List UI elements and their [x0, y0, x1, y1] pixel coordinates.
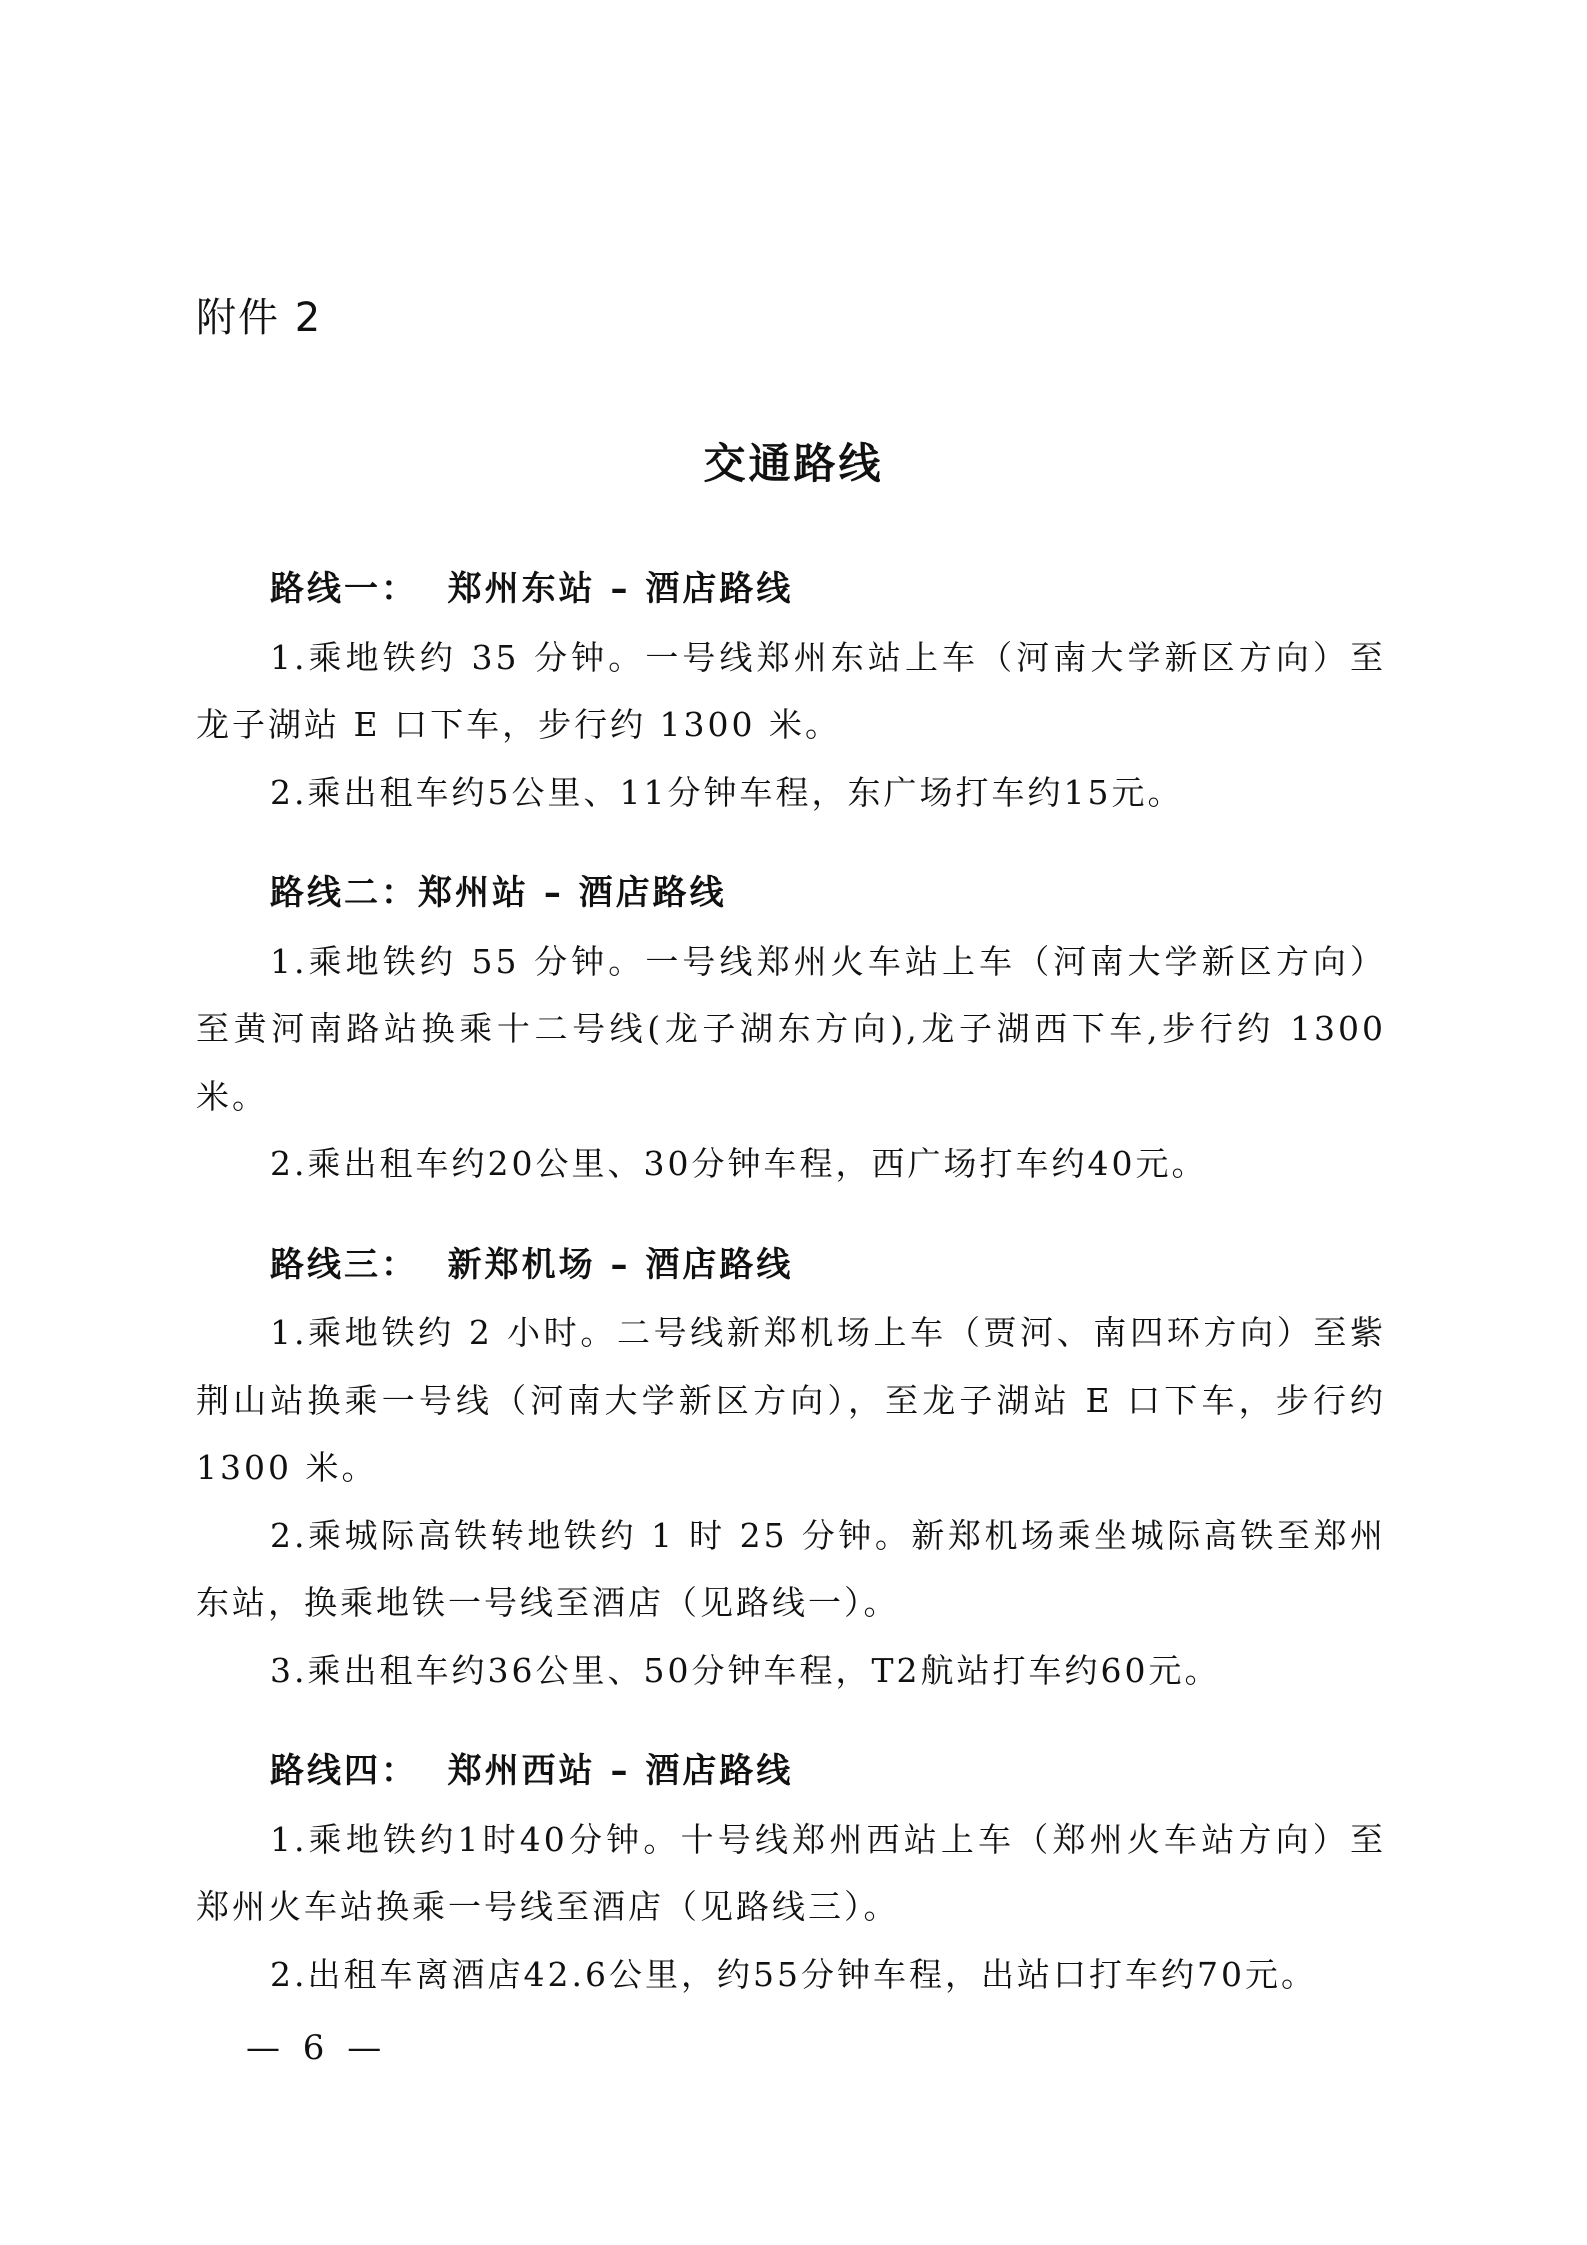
route-item: 2.乘城际高铁转地铁约 1 时 25 分钟。新郑机场乘坐城际高铁至郑州东站，换乘地铁一号线至酒店（见路线一）。 — [196, 1515, 1386, 1622]
route-title: 路线一： 郑州东站 – 酒店路线 — [270, 569, 794, 609]
attachment-label: 附件 2 — [196, 295, 323, 341]
route-section-1 — [196, 556, 1386, 826]
route-item: 3.乘出租车约36公里、50分钟车程，T2航站打车约60元。 — [270, 1650, 1221, 1690]
page-number: — 6 — — [246, 2028, 388, 2068]
route-item: 1.乘地铁约 35 分钟。一号线郑州东站上车（河南大学新区方向）至龙子湖站 E 口下车，步行约 1300 米。 — [196, 637, 1386, 744]
document-body — [196, 556, 1400, 2042]
document-title: 交通路线 — [703, 439, 884, 488]
route-item: 2.出租车离酒店42.6公里，约55分钟车程，出站口打车约70元。 — [270, 1954, 1317, 1994]
route-item: 2.乘出租车约20公里、30分钟车程，西广场打车约40元。 — [270, 1144, 1208, 1183]
route-item: 1.乘地铁约1时40分钟。十号线郑州西站上车（郑州火车站方向）至郑州火车站换乘一号线至酒店（见路线三）。 — [196, 1819, 1386, 1926]
route-title: 路线二：郑州站 – 酒店路线 — [270, 873, 727, 913]
route-item: 2.乘出租车约5公里、11分钟车程，东广场打车约15元。 — [270, 772, 1184, 812]
route-section-3 — [196, 1232, 1400, 1705]
route-title: 路线四： 郑州西站 – 酒店路线 — [270, 1751, 794, 1791]
route-section-4 — [196, 1738, 1386, 2008]
route-item: 1.乘地铁约 55 分钟。一号线郑州火车站上车（河南大学新区方向）至黄河南路站换乘十二号线(龙子湖东方向),龙子湖西下车,步行约 1300 米。 — [196, 941, 1400, 1116]
route-section-2 — [196, 860, 1400, 1198]
route-title: 路线三： 新郑机场 – 酒店路线 — [270, 1244, 794, 1285]
route-item: 1.乘地铁约 2 小时。二号线新郑机场上车（贾河、南四环方向）至紫荆山站换乘一号线（河南大学新区方向），至龙子湖站 E 口下车，步行约 1300 米。 — [196, 1313, 1400, 1487]
